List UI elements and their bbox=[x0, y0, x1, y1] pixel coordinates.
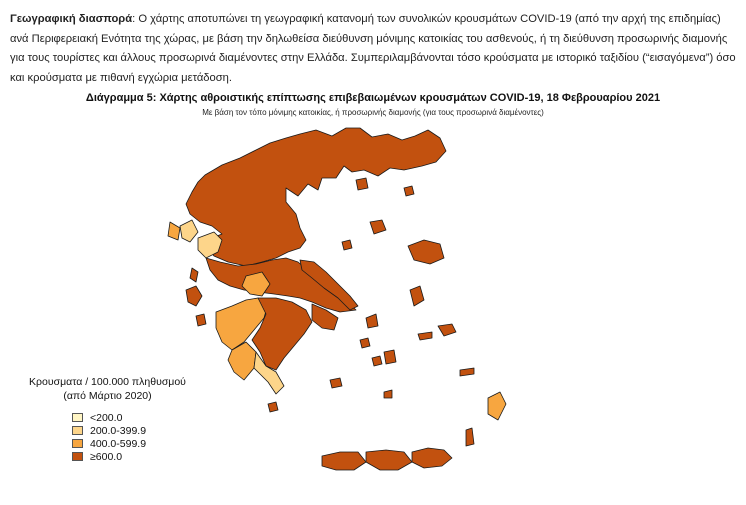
region-syros bbox=[360, 338, 370, 348]
region-naxos bbox=[384, 350, 396, 364]
chart-title: Διάγραμμα 5: Χάρτης αθροιστικής επίπτωσης επιβεβαιωμένων κρουσμάτων COVID-19, 18 Φεβρουαρίου 2021 bbox=[85, 92, 661, 104]
map-legend bbox=[20, 375, 220, 463]
region-thassos bbox=[356, 178, 368, 190]
region-kefalonia bbox=[186, 286, 202, 306]
region-sporades bbox=[342, 240, 352, 250]
region-kythira bbox=[268, 402, 278, 412]
chart-subtitle: Με βάση τον τόπο μόνιμης κατοικίας, ή προσωρινής διαμονής (για τους προσωρινά διαμένοντες) bbox=[202, 108, 544, 117]
legend-title-line1: Κρουσματα / 100.000 πληθυσμού bbox=[29, 376, 186, 388]
legend-swatch bbox=[72, 426, 83, 435]
legend-title bbox=[20, 375, 195, 403]
region-andros bbox=[366, 314, 378, 328]
legend-label: 200.0-399.9 bbox=[90, 424, 147, 437]
region-kos bbox=[460, 368, 474, 376]
region-corfu bbox=[168, 222, 180, 240]
legend-title-line2: (από Μάρτιο 2020) bbox=[63, 390, 152, 402]
region-crete-west bbox=[322, 452, 366, 470]
legend-swatch bbox=[72, 413, 83, 422]
region-lefkada bbox=[190, 268, 198, 282]
region-samos bbox=[438, 324, 456, 336]
legend-label: 400.0-599.9 bbox=[90, 437, 147, 450]
region-crete-central bbox=[366, 450, 412, 470]
region-karpathos bbox=[466, 428, 474, 446]
region-thesprotia bbox=[180, 220, 198, 242]
legend-swatch bbox=[72, 439, 83, 448]
region-ikaria bbox=[418, 332, 432, 340]
region-crete-east bbox=[412, 448, 452, 468]
legend-swatch bbox=[72, 452, 83, 461]
intro-text: : Ο χάρτης αποτυπώνει τη γεωγραφική κατανομή των συνολικών κρουσμάτων COVID-19 (από την αρχή της επιδημίας) ανά Περιφερειακή Ενότητα της χώρας, με βάση την δηλωθείσα διεύθυνση μόνιμης κατοικίας του ασθενούς, ή τη διεύθυνση προσωρινής διαμονής για τους τουρίστες και άλλους προσωρινά διαμένοντες στην Ελλάδα. Συμπεριλαμβάνονται τόσο κρούσματα με ιστορικό ταξιδίου (“εισαγόμενα”) όσο και κρούσματα με πιθανή εγχώρια μετάδοση. bbox=[10, 13, 736, 84]
legend-item bbox=[72, 450, 220, 463]
legend-label: ≥600.0 bbox=[90, 450, 123, 463]
region-milos bbox=[330, 378, 342, 388]
legend-item bbox=[72, 437, 220, 450]
region-rhodes bbox=[488, 392, 506, 420]
legend-item bbox=[72, 424, 220, 437]
region-lesvos bbox=[408, 240, 444, 264]
legend-item bbox=[72, 411, 220, 424]
legend-items bbox=[72, 411, 220, 463]
region-chios bbox=[410, 286, 424, 306]
region-mainland-north bbox=[186, 128, 446, 266]
legend-label: <200.0 bbox=[90, 411, 123, 424]
region-samothraki bbox=[404, 186, 414, 196]
region-zakynthos bbox=[196, 314, 206, 326]
region-paros bbox=[372, 356, 382, 366]
region-limnos bbox=[370, 220, 386, 234]
intro-lead: Γεωγραφική διασπορά bbox=[10, 13, 133, 25]
region-santorini bbox=[384, 390, 392, 398]
